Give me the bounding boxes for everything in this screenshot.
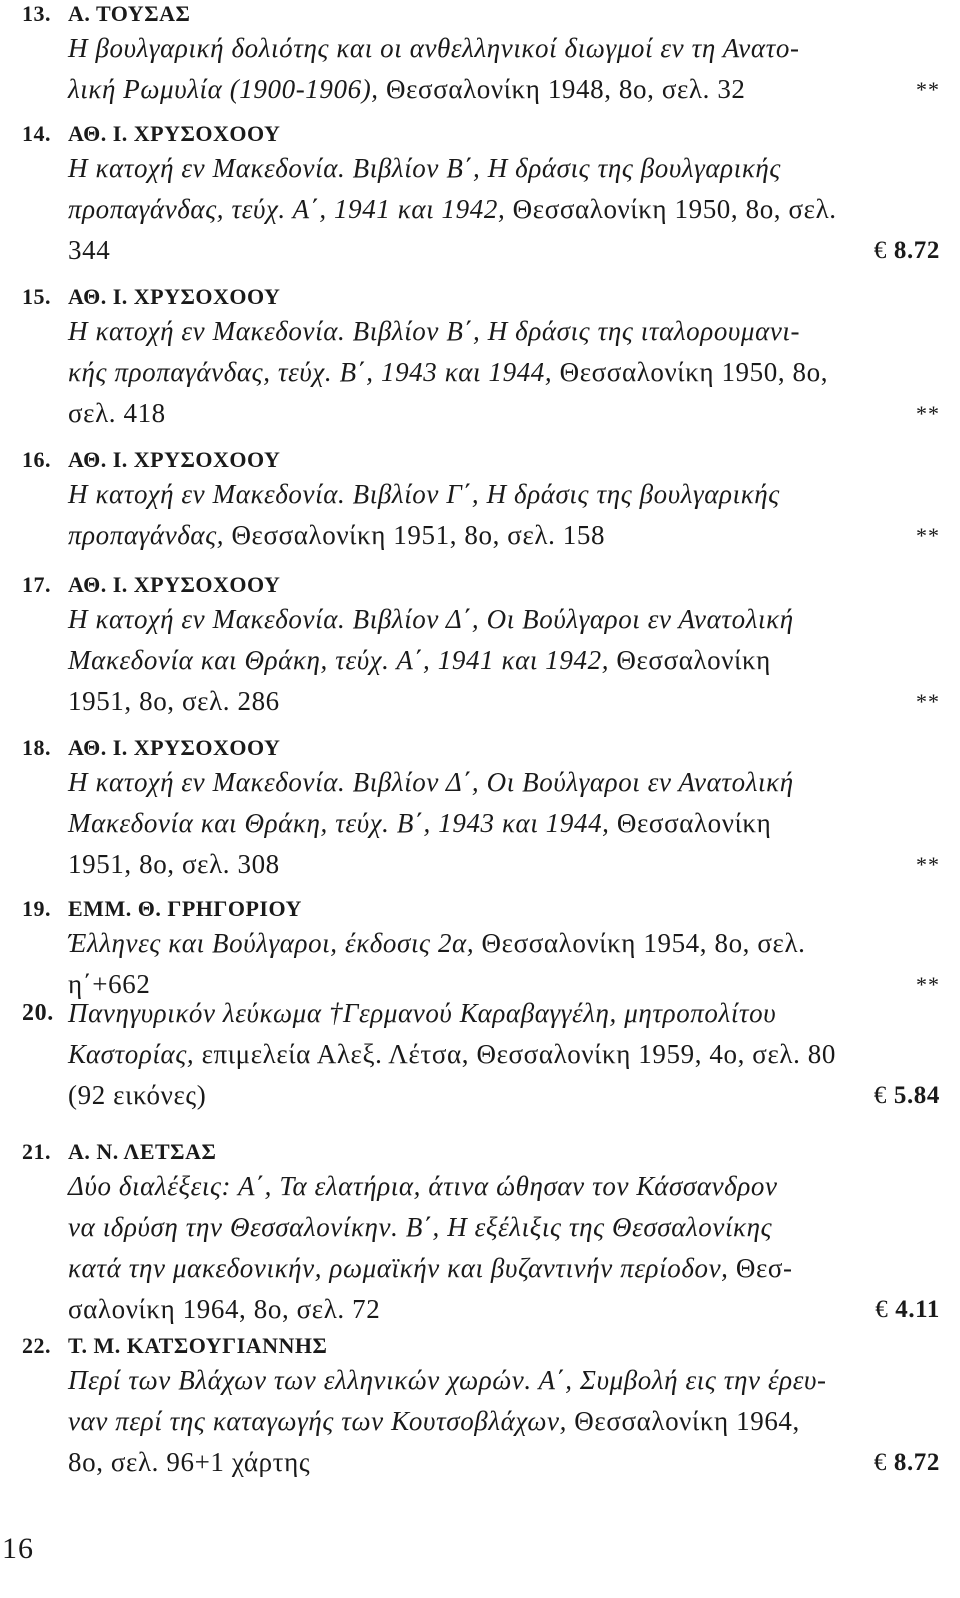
entry-number: 13. [22, 1, 51, 26]
entry-imprint-text: Θεσσαλονίκη 1948, 8ο, σελ. 32 [378, 74, 746, 104]
catalog-entry [22, 734, 940, 885]
entry-imprint-text: σελ. 418 [68, 398, 166, 428]
entry-imprint-text: Θεσσαλονίκη 1964, [566, 1406, 800, 1436]
entry-line-text [68, 993, 776, 1034]
entry-imprint-text: (92 εικόνες) [68, 1080, 207, 1110]
entry-number: 14. [22, 121, 51, 146]
entry-line [68, 923, 940, 964]
entry-line [68, 393, 940, 434]
entry-line [68, 1442, 940, 1483]
price-value: 8.72 [893, 1449, 940, 1476]
entry-heading [22, 895, 940, 923]
entry-line-text [68, 28, 800, 69]
entry-imprint-text: Θεσσαλονίκη 1954, 8ο, σελ. [474, 928, 806, 958]
entry-line-text [68, 762, 794, 803]
entry-title-text: Καστορίας, [68, 1039, 195, 1069]
entry-heading [22, 446, 940, 474]
currency-symbol: € [873, 1449, 887, 1476]
entry-line-text [68, 1034, 836, 1075]
entry-author: ΑΘ. Ι. ΧΡΥΣΟΧΟΟΥ [68, 447, 281, 472]
entry-title-text: Η κατοχή εν Μακεδονία. Βιβλίον Γ΄, Η δράσις της βουλγαρικής [68, 479, 780, 509]
entry-line [68, 515, 940, 556]
catalog-entry [22, 120, 940, 271]
entry-title-text: Δύο διαλέξεις: Α΄, Τα ελατήρια, άτινα ώθησαν τον Κάσσανδρον [68, 1171, 778, 1201]
entry-author: Τ. Μ. ΚΑΤΣΟΥΓΙΑΝΝΗΣ [68, 1333, 328, 1358]
entry-line-text [68, 1248, 793, 1289]
entry-heading [22, 0, 940, 28]
entry-line-text [68, 681, 280, 722]
availability-mark: ** [916, 689, 940, 714]
entry-heading [22, 1138, 940, 1166]
catalog-entry [22, 993, 940, 1116]
entry-title-text: Η κατοχή εν Μακεδονία. Βιβλίον Β΄, Η δράσις της βουλγαρικής [68, 153, 781, 183]
entry-line-text [68, 311, 800, 352]
entry-line [68, 148, 940, 189]
entry-price [874, 1075, 940, 1116]
entry-line [68, 1289, 940, 1330]
entry-line-text [68, 1289, 380, 1330]
entry-heading [22, 1332, 940, 1360]
entry-line [68, 189, 940, 230]
availability-mark: ** [916, 523, 940, 548]
entry-title-text: Μακεδονία και Θράκη, τεύχ. Β΄, 1943 και 1944, [68, 808, 610, 838]
entry-line-text [68, 923, 806, 964]
entry-line-text [68, 352, 828, 393]
entry-author: ΑΘ. Ι. ΧΡΥΣΟΧΟΟΥ [68, 735, 281, 760]
entry-body [68, 599, 940, 722]
catalog-entry [22, 1332, 940, 1483]
entry-line [68, 311, 940, 352]
entry-body [22, 993, 940, 1116]
entry-line [68, 803, 940, 844]
entry-imprint-text: σαλονίκη 1964, 8ο, σελ. 72 [68, 1294, 381, 1324]
price-value: 5.84 [893, 1082, 940, 1109]
entry-title-text: κής προπαγάνδας, τεύχ. Β΄, 1943 και 1944, [68, 357, 553, 387]
entry-author: Α. ΤΟΥΣΑΣ [68, 1, 191, 26]
entry-author: ΑΘ. Ι. ΧΡΥΣΟΧΟΟΥ [68, 121, 281, 146]
availability-mark: ** [916, 401, 940, 426]
entry-line-text [68, 599, 794, 640]
entry-title-text: να ιδρύση την Θεσσαλονίκην. Β΄, Η εξέλιξις της Θεσσαλονίκης [68, 1212, 773, 1242]
entry-line [68, 1166, 940, 1207]
entry-number: 16. [22, 447, 51, 472]
entry-imprint-text: Θεσσαλονίκη [609, 645, 771, 675]
entry-author: Α. Ν. ΛΕΤΣΑΣ [68, 1139, 217, 1164]
entry-line-text [68, 640, 771, 681]
entry-imprint-text: 1951, 8ο, σελ. 308 [68, 849, 280, 879]
entry-imprint-text: 8ο, σελ. 96+1 χάρτης [68, 1447, 311, 1477]
entry-body [68, 762, 940, 885]
entry-line-text [68, 515, 605, 556]
entry-title-text: Μακεδονία και Θράκη, τεύχ. Α΄, 1941 και 1942, [68, 645, 610, 675]
entry-line-text [68, 844, 280, 885]
entry-imprint-text: 1951, 8ο, σελ. 286 [68, 686, 280, 716]
entry-author: ΕΜΜ. Θ. ΓΡΗΓΟΡΙΟΥ [68, 896, 302, 921]
entry-line-text [68, 1360, 827, 1401]
entry-line [68, 1034, 940, 1075]
entry-title-text: Περί των Βλάχων των ελληνικών χωρών. Α΄, Συμβολή εις την έρευ- [68, 1365, 827, 1395]
entry-title-text: Η κατοχή εν Μακεδονία. Βιβλίον Δ΄, Οι Βούλγαροι εν Ανατολική [68, 767, 794, 797]
entry-author: ΑΘ. Ι. ΧΡΥΣΟΧΟΟΥ [68, 572, 281, 597]
catalog-entry [22, 1138, 940, 1330]
entry-line-text [68, 189, 837, 230]
entry-price [874, 1442, 940, 1483]
availability-mark: ** [916, 972, 940, 997]
catalog-entry [22, 0, 940, 110]
entry-author: ΑΘ. Ι. ΧΡΥΣΟΧΟΟΥ [68, 284, 281, 309]
entry-line [68, 1360, 940, 1401]
entry-line [68, 352, 940, 393]
entry-line [68, 640, 940, 681]
entry-imprint-text: Θεσσαλονίκη 1950, 8ο, σελ. [505, 194, 837, 224]
entry-number: 22. [22, 1333, 51, 1358]
catalog-entry [22, 283, 940, 434]
catalog-entry [22, 571, 940, 722]
entry-title-text: Έλληνες και Βούλγαροι, έκδοσις 2α, [68, 928, 475, 958]
availability-mark: ** [916, 77, 940, 102]
currency-symbol: € [873, 237, 887, 264]
entry-heading [22, 734, 940, 762]
entry-body [68, 311, 940, 434]
entry-number: 21. [22, 1139, 51, 1164]
entry-heading [22, 571, 940, 599]
entry-title-text: Η βουλγαρική δολιότης και οι ανθελληνικοί διωγμοί εν τη Ανατο- [68, 33, 800, 63]
entry-line [68, 1075, 940, 1116]
entry-imprint-text: η΄+662 [68, 969, 151, 999]
currency-symbol: € [873, 1082, 887, 1109]
entry-line-text [68, 1401, 800, 1442]
entry-line-text [68, 474, 780, 515]
entry-price [875, 1289, 940, 1330]
entry-title-text: κατά την μακεδονικήν, ρωμαϊκήν και βυζαντινήν περίοδον, [68, 1253, 729, 1283]
entry-imprint-text: 344 [68, 235, 111, 265]
entry-title-text: λική Ρωμυλία (1900-1906), [68, 74, 379, 104]
entry-title-text: προπαγάνδας, τεύχ. Α΄, 1941 και 1942, [68, 194, 506, 224]
entry-number: 15. [22, 284, 51, 309]
availability-mark: ** [916, 852, 940, 877]
entry-number: 18. [22, 735, 51, 760]
entry-line [68, 69, 940, 110]
entry-title-text: Η κατοχή εν Μακεδονία. Βιβλίον Δ΄, Οι Βούλγαροι εν Ανατολική [68, 604, 794, 634]
entry-imprint-text: επιμελεία Αλεξ. Λέτσα, Θεσσαλονίκη 1959, 4ο, σελ. 80 [194, 1039, 836, 1069]
entry-number: 19. [22, 896, 51, 921]
entry-heading [22, 120, 940, 148]
entry-body [68, 148, 940, 271]
entry-line-text [68, 1207, 772, 1248]
catalog-entry [22, 895, 940, 1005]
entry-line-text [68, 393, 166, 434]
currency-symbol: € [875, 1296, 889, 1323]
catalog-entry [22, 446, 940, 556]
entry-line [68, 599, 940, 640]
entry-line [68, 1401, 940, 1442]
entry-body [68, 1166, 940, 1330]
entry-line [68, 844, 940, 885]
entry-title-text: Η κατοχή εν Μακεδονία. Βιβλίον Β΄, Η δράσις της ιταλορουμανι- [68, 316, 801, 346]
entry-line-text [68, 803, 771, 844]
entry-line [68, 1207, 940, 1248]
entry-line [68, 474, 940, 515]
entry-body [68, 28, 940, 110]
entry-imprint-text: Θεσσαλονίκη 1950, 8ο, [552, 357, 829, 387]
entry-body [68, 1360, 940, 1483]
entry-line [68, 230, 940, 271]
entry-line [68, 28, 940, 69]
entry-imprint-text: Θεσσαλονίκη [609, 808, 772, 838]
entry-heading [22, 283, 940, 311]
entry-line-text [68, 69, 746, 110]
entry-title-text: Πανηγυρικόν λεύκωμα †Γερμανού Καραβαγγέλη, μητροπολίτου [68, 998, 777, 1028]
page-number: 16 [2, 1532, 34, 1565]
entry-title-text: προπαγάνδας, [68, 520, 225, 550]
entry-body [68, 474, 940, 556]
entry-line-text [68, 148, 781, 189]
entry-title-text: ναν περί της καταγωγής των Κουτσοβλάχων, [68, 1406, 567, 1436]
entry-line [68, 1248, 940, 1289]
entry-line-text [68, 230, 110, 271]
entry-number: 17. [22, 572, 51, 597]
entry-line [68, 681, 940, 722]
entry-line-text [68, 1075, 206, 1116]
price-value: 4.11 [895, 1296, 940, 1323]
entry-line [68, 762, 940, 803]
entry-number: 20. [22, 1000, 54, 1026]
entry-line-text [68, 1166, 778, 1207]
price-value: 8.72 [893, 237, 940, 264]
entry-imprint-text: Θεσσαλονίκη 1951, 8ο, σελ. 158 [224, 520, 606, 550]
entry-imprint-text: Θεσ- [728, 1253, 793, 1283]
entry-price [874, 230, 940, 271]
entry-line [68, 993, 940, 1034]
entry-line-text [68, 1442, 310, 1483]
